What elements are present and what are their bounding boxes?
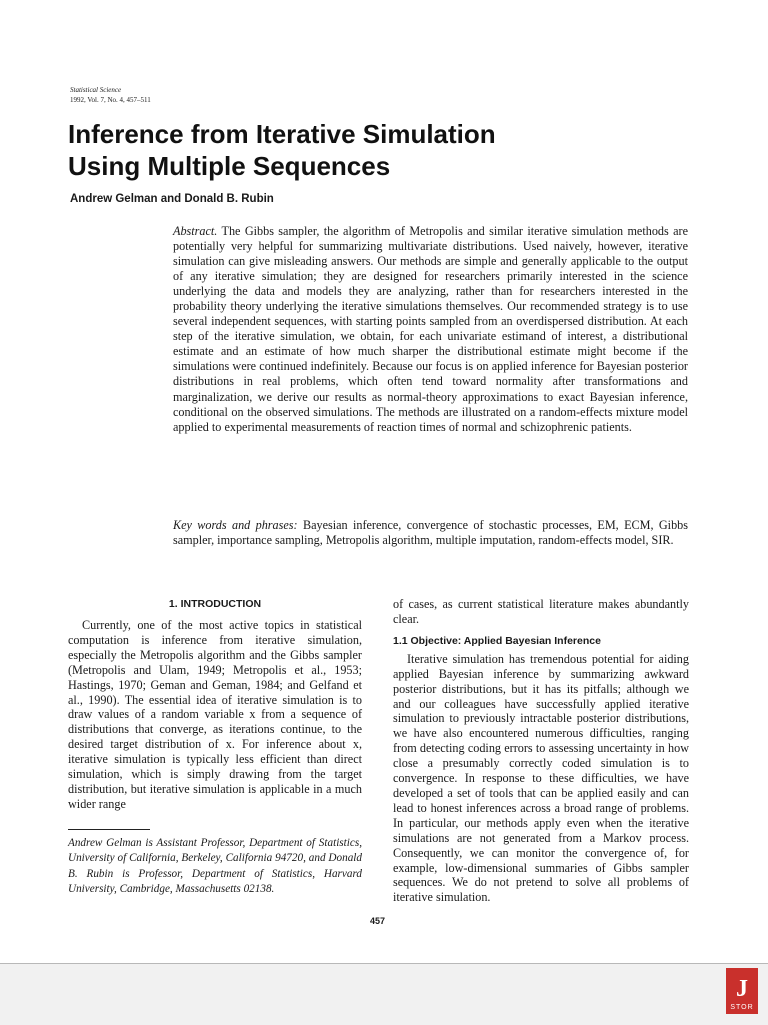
intro-paragraph: Currently, one of the most active topics in statistical computation is inference from iterative simulation, especially the Metropolis algorithm and the Gibbs sampler (Metropolis and Ulam, 1949; Metropolis et al., 1953; Hastings, 1970; Geman and Geman, 1984; and Gelfand et al., 1990). The essential idea of iterative simulation is to draw values of a random variable x from a sequence of distributions that converge, as iterations continue, to the desired target distribution of x. For inference about x, iterative simulation is typically less efficient than direct simulation, which is simply drawing from the target distribution, but iterative simulation is applicable in a much wider range	[68, 618, 362, 811]
jstor-logo-label: STOR	[730, 1004, 754, 1011]
abstract	[173, 224, 688, 435]
title-line-1: Inference from Iterative Simulation	[68, 119, 496, 149]
journal-citation: 1992, Vol. 7, No. 4, 457–511	[70, 96, 151, 104]
footnote-rule	[68, 829, 150, 830]
authors: Andrew Gelman and Donald B. Rubin	[70, 193, 274, 205]
intro-paragraph-continued: of cases, as current statistical literature makes abundantly clear.	[393, 597, 689, 626]
abstract-label: Abstract.	[173, 224, 218, 238]
subsection-heading-objective: 1.1 Objective: Applied Bayesian Inference	[393, 634, 601, 647]
author-footnote: Andrew Gelman is Assistant Professor, Department of Statistics, University of California, Berkeley, California 94720, and Donald B. Rubin is Professor, Department of Statistics, Harvard University, Cambridge, Massachusetts 02138.	[68, 837, 362, 896]
objective-paragraph: Iterative simulation has tremendous potential for aiding applied Bayesian inference by summarizing awkward posterior distributions, but it has its pitfalls; although we and our colleagues have successfully applied iterative simulation to previously intractable posterior distributions, we have also encountered numerous difficulties, ranging from detecting coding errors to assessing uncertainty in how close a presumably correctly coded simulation is to convergence. In response to these difficulties, we have developed a set of tools that can be applied easily and can lead to honest inferences across a broad range of problems. In particular, our methods apply even when the iterative simulations are not generated from a Markov process. Consequently, we can monitor the convergence of, for example, low-dimensional summaries of Gibbs sampler sequences. We do not pretend to solve all problems of iterative simulation.	[393, 651, 689, 905]
section-heading-introduction: 1. INTRODUCTION	[168, 598, 262, 610]
journal-header	[70, 85, 151, 105]
page-number: 457	[370, 916, 386, 926]
journal-name: Statistical Science	[70, 86, 122, 94]
jstor-logo[interactable]	[726, 968, 758, 1014]
jstor-footer-bar	[0, 963, 768, 1025]
keywords-label: Key words and phrases:	[173, 518, 298, 532]
left-column	[68, 596, 362, 812]
keywords-text: Bayesian inference, convergence of stochastic processes, EM, ECM, Gibbs sampler, importance sampling, Metropolis algorithm, multiple imputation, random-effects model, SIR.	[173, 518, 688, 548]
keywords	[173, 518, 688, 548]
abstract-text: The Gibbs sampler, the algorithm of Metropolis and similar iterative simulation methods are potentially very helpful for summarizing multivariate distributions. Used naively, however, iterative simulation can give misleading answers. Our methods are simple and generally applicable to the output of any iterative simulation; they are designed for researchers primarily interested in the science underlying the data and models they are analyzing, rather than for researchers interested in the probability theory underlying the iterative simulations themselves. Our recommended strategy is to use several independent sequences, with starting points sampled from an overdispersed distribution. At each step of the iterative simulation, we obtain, for each univariate estimand of interest, a distributional estimate and an estimate of how much sharper the distributional estimate might become if the simulations were continued indefinitely. Because our focus is on applied inference for Bayesian posterior distributions in real problems, which often tend toward normality after transformations and marginalization, we derive our results as normal-theory approximations to exact Bayesian inference, conditional on the observed simulations. The methods are illustrated on a random-effects mixture model applied to experimental measurements of reaction times of normal and schizophrenic patients.	[173, 224, 688, 434]
jstor-logo-glyph: J	[736, 976, 748, 1002]
right-column	[393, 597, 689, 905]
paper-title	[68, 118, 708, 182]
title-line-2: Using Multiple Sequences	[68, 151, 391, 181]
